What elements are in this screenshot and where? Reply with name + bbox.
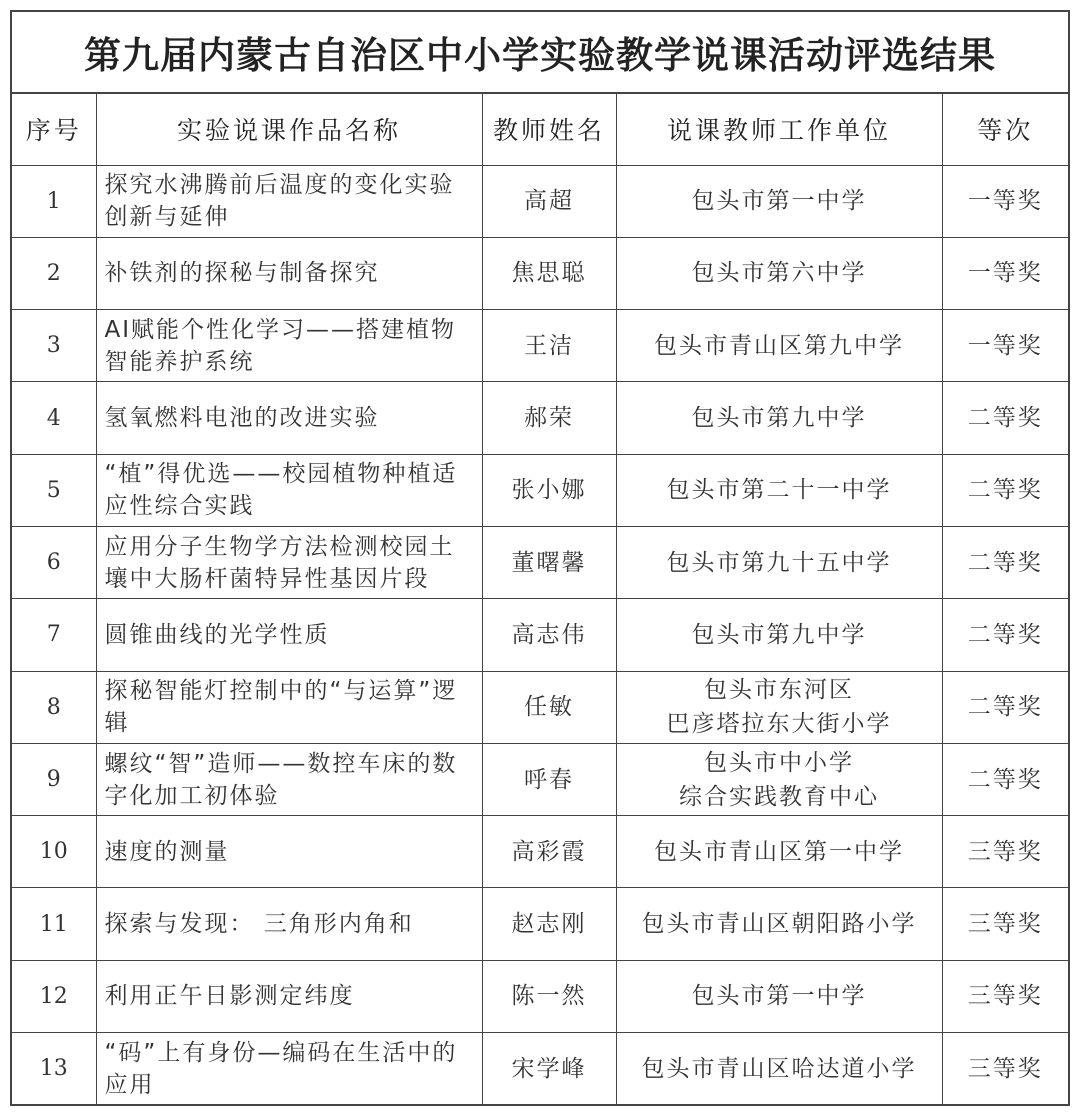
- header-no: 序号: [12, 94, 96, 165]
- award-level: 二等奖: [942, 743, 1068, 815]
- award-level: 二等奖: [942, 599, 1068, 671]
- header-row: [12, 94, 1068, 165]
- school-unit: [616, 599, 942, 671]
- school-unit: [616, 816, 942, 888]
- row-number: 11: [12, 888, 96, 960]
- table-row: [12, 671, 1068, 743]
- teacher-name: 任敏: [482, 671, 616, 743]
- award-level: 三等奖: [942, 960, 1068, 1032]
- header-level: 等次: [942, 94, 1068, 165]
- work-title: “植”得优选——校园植物种植适应性综合实践: [96, 454, 482, 526]
- work-title: 圆锥曲线的光学性质: [96, 599, 482, 671]
- school-unit-line: 巴彦塔拉东大街小学: [666, 711, 892, 738]
- title-bar: [12, 12, 1068, 94]
- teacher-name: 董曙馨: [482, 526, 616, 598]
- school-unit-line: 包头市第九中学: [691, 621, 867, 648]
- school-unit-line: 包头市第六中学: [691, 260, 867, 287]
- row-number: 1: [12, 165, 96, 237]
- table-row: [12, 165, 1068, 237]
- school-unit-line: 综合实践教育中心: [679, 783, 879, 810]
- school-unit-line: 包头市第九十五中学: [666, 549, 892, 576]
- table-row: [12, 599, 1068, 671]
- row-number: 8: [12, 671, 96, 743]
- work-title: 利用正午日影测定纬度: [96, 960, 482, 1032]
- table-row: [12, 382, 1068, 454]
- row-number: 9: [12, 743, 96, 815]
- row-number: 3: [12, 310, 96, 382]
- school-unit-line: 包头市青山区第九中学: [654, 332, 904, 359]
- school-unit-line: 包头市青山区朝阳路小学: [641, 911, 917, 938]
- table-row: [12, 743, 1068, 815]
- school-unit: [616, 454, 942, 526]
- row-number: 12: [12, 960, 96, 1032]
- award-level: 一等奖: [942, 165, 1068, 237]
- teacher-name: 高超: [482, 165, 616, 237]
- row-number: 5: [12, 454, 96, 526]
- award-level: 三等奖: [942, 888, 1068, 960]
- work-title: 探究水沸腾前后温度的变化实验创新与延伸: [96, 165, 482, 237]
- table-row: [12, 816, 1068, 888]
- table-body: [12, 165, 1068, 1105]
- table-row: [12, 454, 1068, 526]
- teacher-name: 王洁: [482, 310, 616, 382]
- school-unit-line: 包头市第二十一中学: [666, 477, 892, 504]
- school-unit-line: 包头市中小学: [704, 749, 854, 776]
- row-number: 4: [12, 382, 96, 454]
- teacher-name: 张小娜: [482, 454, 616, 526]
- award-level: 二等奖: [942, 382, 1068, 454]
- award-level: 三等奖: [942, 816, 1068, 888]
- table-row: [12, 526, 1068, 598]
- results-table: [12, 94, 1068, 1105]
- teacher-name: 高彩霞: [482, 816, 616, 888]
- school-unit-line: 包头市青山区第一中学: [654, 838, 904, 865]
- teacher-name: 呼春: [482, 743, 616, 815]
- work-title: 应用分子生物学方法检测校园土壤中大肠杆菌特异性基因片段: [96, 526, 482, 598]
- teacher-name: 宋学峰: [482, 1033, 616, 1105]
- school-unit-line: 包头市青山区哈达道小学: [641, 1055, 917, 1082]
- school-unit-line: 包头市第一中学: [691, 983, 867, 1010]
- school-unit: [616, 526, 942, 598]
- work-title: 补铁剂的探秘与制备探究: [96, 237, 482, 309]
- school-unit: [616, 743, 942, 815]
- school-unit: [616, 310, 942, 382]
- school-unit: [616, 382, 942, 454]
- school-unit-line: 包头市第九中学: [691, 405, 867, 432]
- award-level: 二等奖: [942, 671, 1068, 743]
- school-unit: [616, 960, 942, 1032]
- table-row: [12, 888, 1068, 960]
- work-title: 螺纹“智”造师——数控车床的数字化加工初体验: [96, 743, 482, 815]
- award-level: 三等奖: [942, 1033, 1068, 1105]
- school-unit: [616, 165, 942, 237]
- school-unit: [616, 671, 942, 743]
- work-title: 探秘智能灯控制中的“与运算”逻辑: [96, 671, 482, 743]
- row-number: 6: [12, 526, 96, 598]
- work-title: “码”上有身份—编码在生活中的应用: [96, 1033, 482, 1105]
- award-level: 二等奖: [942, 526, 1068, 598]
- award-level: 一等奖: [942, 310, 1068, 382]
- teacher-name: 焦思聪: [482, 237, 616, 309]
- school-unit-line: 包头市东河区: [704, 677, 854, 704]
- table-row: [12, 237, 1068, 309]
- header-unit: 说课教师工作单位: [616, 94, 942, 165]
- school-unit-line: 包头市第一中学: [691, 188, 867, 215]
- teacher-name: 赵志刚: [482, 888, 616, 960]
- work-title: 速度的测量: [96, 816, 482, 888]
- award-level: 二等奖: [942, 454, 1068, 526]
- teacher-name: 陈一然: [482, 960, 616, 1032]
- work-title: 探索与发现： 三角形内角和: [96, 888, 482, 960]
- row-number: 7: [12, 599, 96, 671]
- row-number: 10: [12, 816, 96, 888]
- table-row: [12, 1033, 1068, 1105]
- table-row: [12, 960, 1068, 1032]
- school-unit: [616, 1033, 942, 1105]
- header-teacher: 教师姓名: [482, 94, 616, 165]
- results-sheet: [10, 10, 1070, 1106]
- school-unit: [616, 237, 942, 309]
- teacher-name: 高志伟: [482, 599, 616, 671]
- header-work: 实验说课作品名称: [96, 94, 482, 165]
- award-level: 一等奖: [942, 237, 1068, 309]
- teacher-name: 郝荣: [482, 382, 616, 454]
- school-unit: [616, 888, 942, 960]
- table-row: [12, 310, 1068, 382]
- row-number: 2: [12, 237, 96, 309]
- work-title: 氢氧燃料电池的改进实验: [96, 382, 482, 454]
- page-title: 第九届内蒙古自治区中小学实验教学说课活动评选结果: [84, 34, 996, 77]
- work-title: AI赋能个性化学习——搭建植物智能养护系统: [96, 310, 482, 382]
- row-number: 13: [12, 1033, 96, 1105]
